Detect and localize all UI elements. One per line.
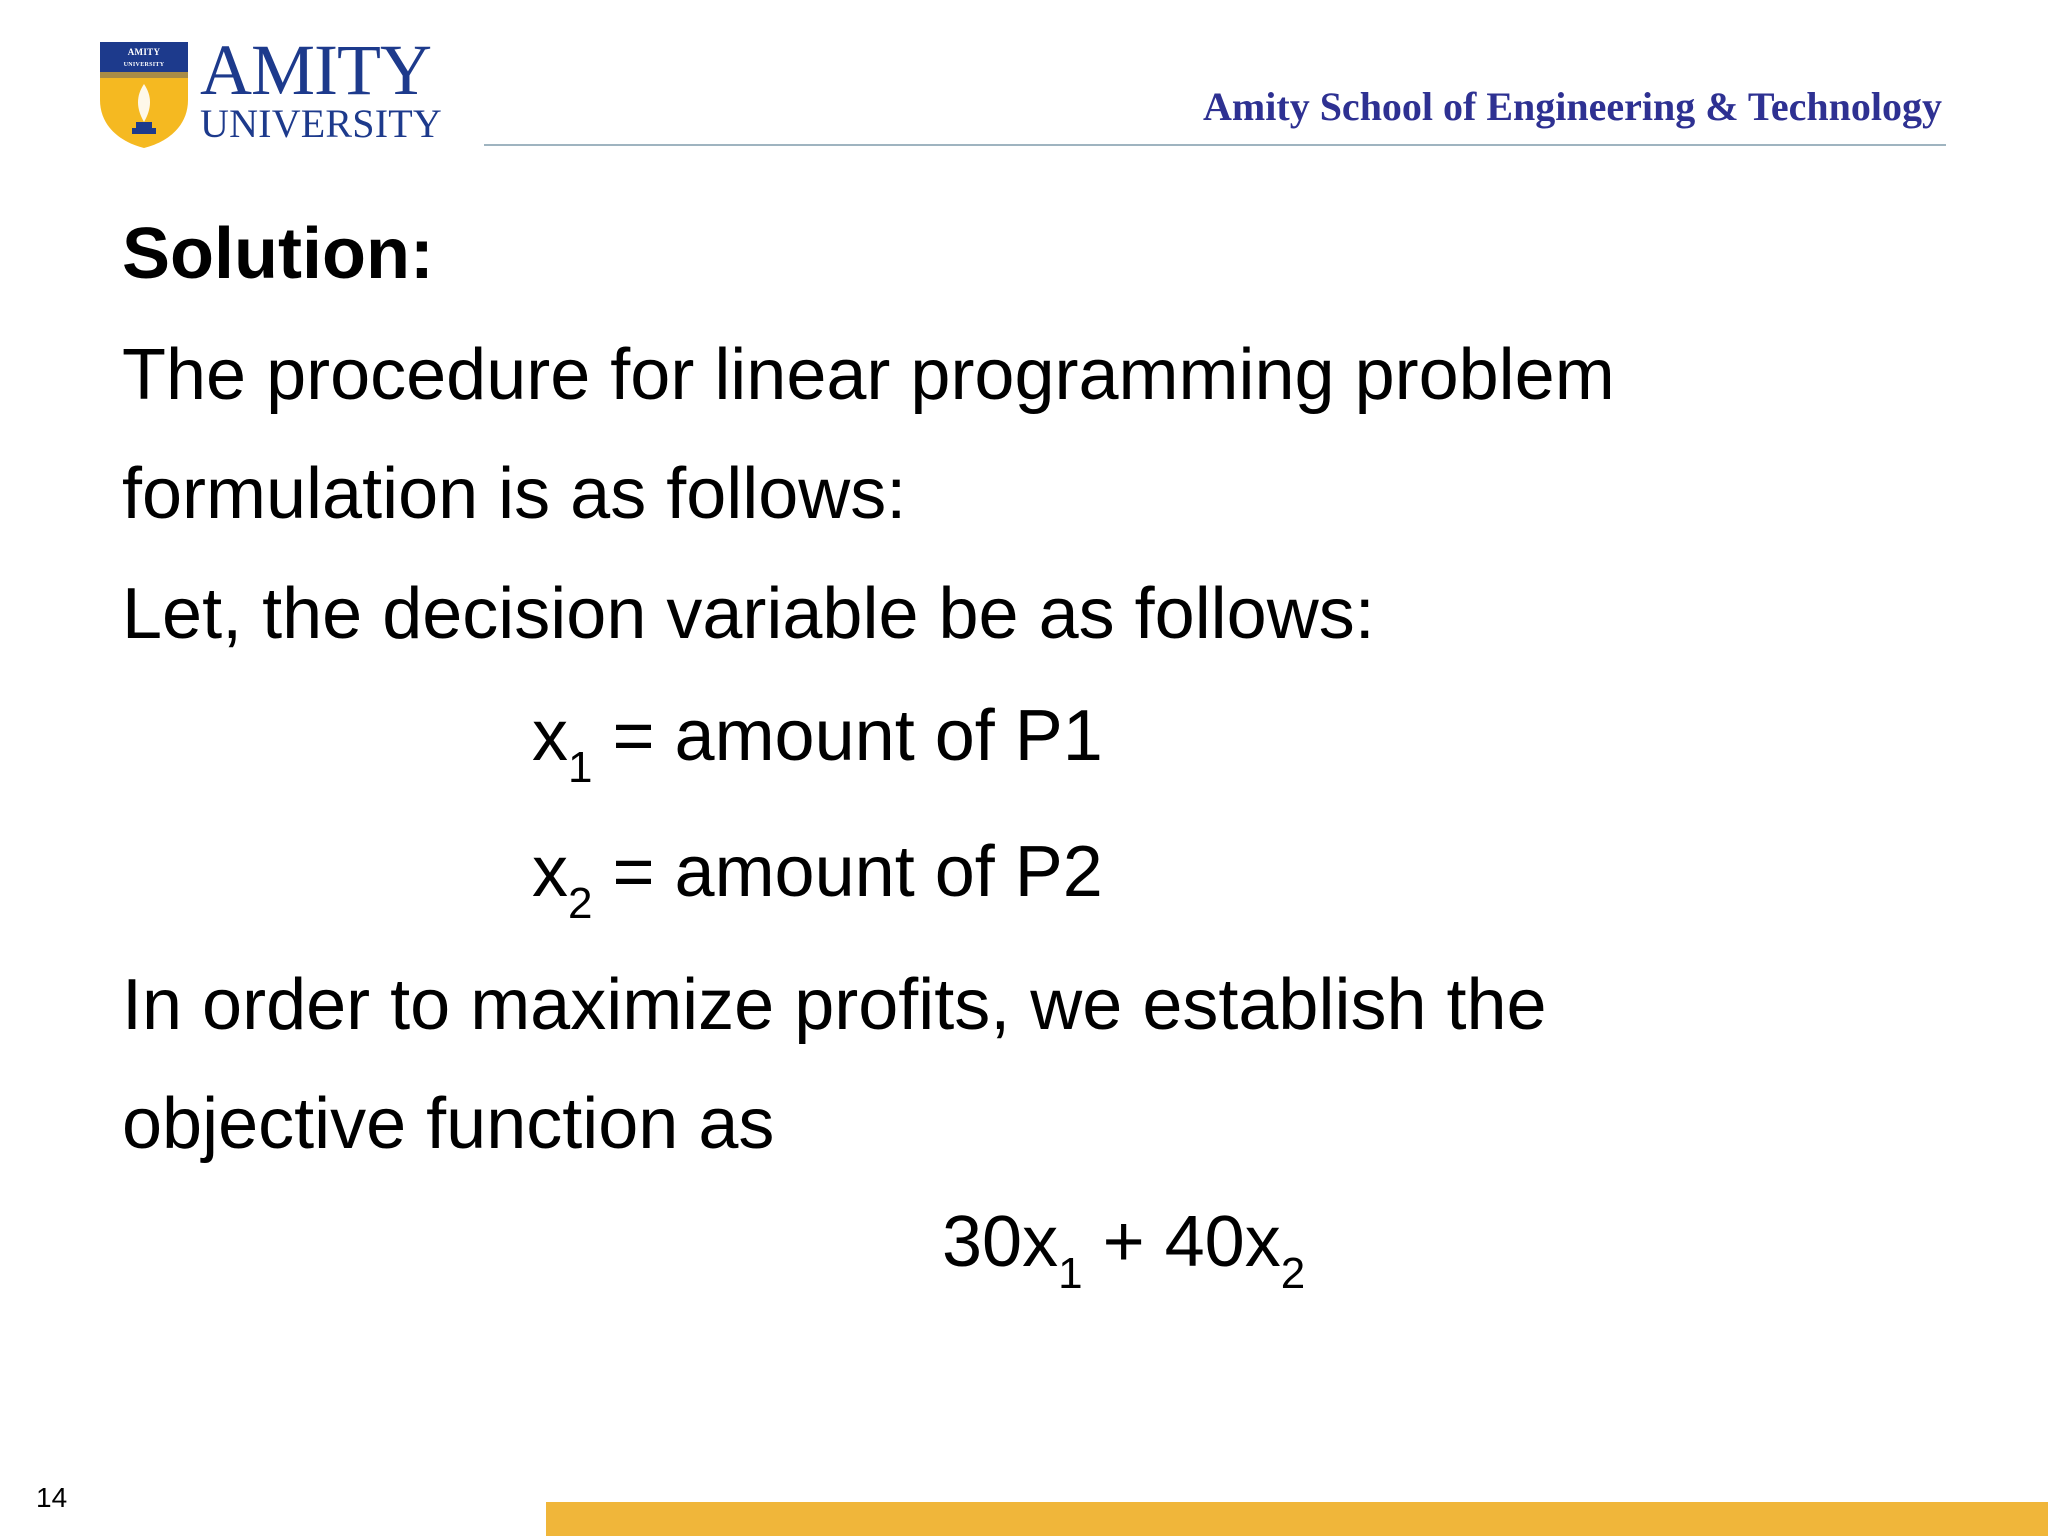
variable-symbol: x	[532, 696, 568, 776]
body-line-maximize: In order to maximize profits, we establish the	[122, 965, 1547, 1045]
variable-subscript: 1	[568, 743, 593, 792]
variable-description: = amount of P2	[592, 832, 1103, 912]
objective-term-2: + 40x	[1082, 1202, 1281, 1282]
header-divider	[484, 144, 1946, 146]
variable-subscript: 2	[568, 879, 593, 928]
school-name: Amity School of Engineering & Technology	[1203, 84, 1942, 129]
objective-function	[942, 1200, 1306, 1298]
shield-icon	[96, 38, 192, 150]
objective-subscript-2: 2	[1280, 1249, 1306, 1298]
amity-logo	[96, 30, 446, 150]
solution-heading: Solution:	[122, 214, 434, 294]
logo-subtitle: UNIVERSITY	[200, 101, 442, 146]
footer-accent-bar	[546, 1502, 2048, 1536]
variable-symbol: x	[532, 832, 568, 912]
variable-description: = amount of P1	[592, 696, 1103, 776]
body-line-formulation: formulation is as follows:	[122, 454, 907, 534]
variable-definition-x1	[532, 694, 1103, 792]
page-number: 14	[36, 1482, 68, 1513]
body-line-decision-variable: Let, the decision variable be as follows:	[122, 574, 1375, 654]
shield-text-line1: AMITY	[127, 47, 161, 57]
body-line-objective: objective function as	[122, 1084, 775, 1164]
body-line-procedure: The procedure for linear programming problem	[122, 335, 1615, 415]
objective-subscript-1: 1	[1058, 1249, 1083, 1298]
logo-title: AMITY	[200, 30, 431, 110]
objective-term-1: 30x	[942, 1202, 1059, 1282]
variable-definition-x2	[532, 830, 1103, 928]
shield-text-line2: UNIVERSITY	[123, 62, 165, 68]
